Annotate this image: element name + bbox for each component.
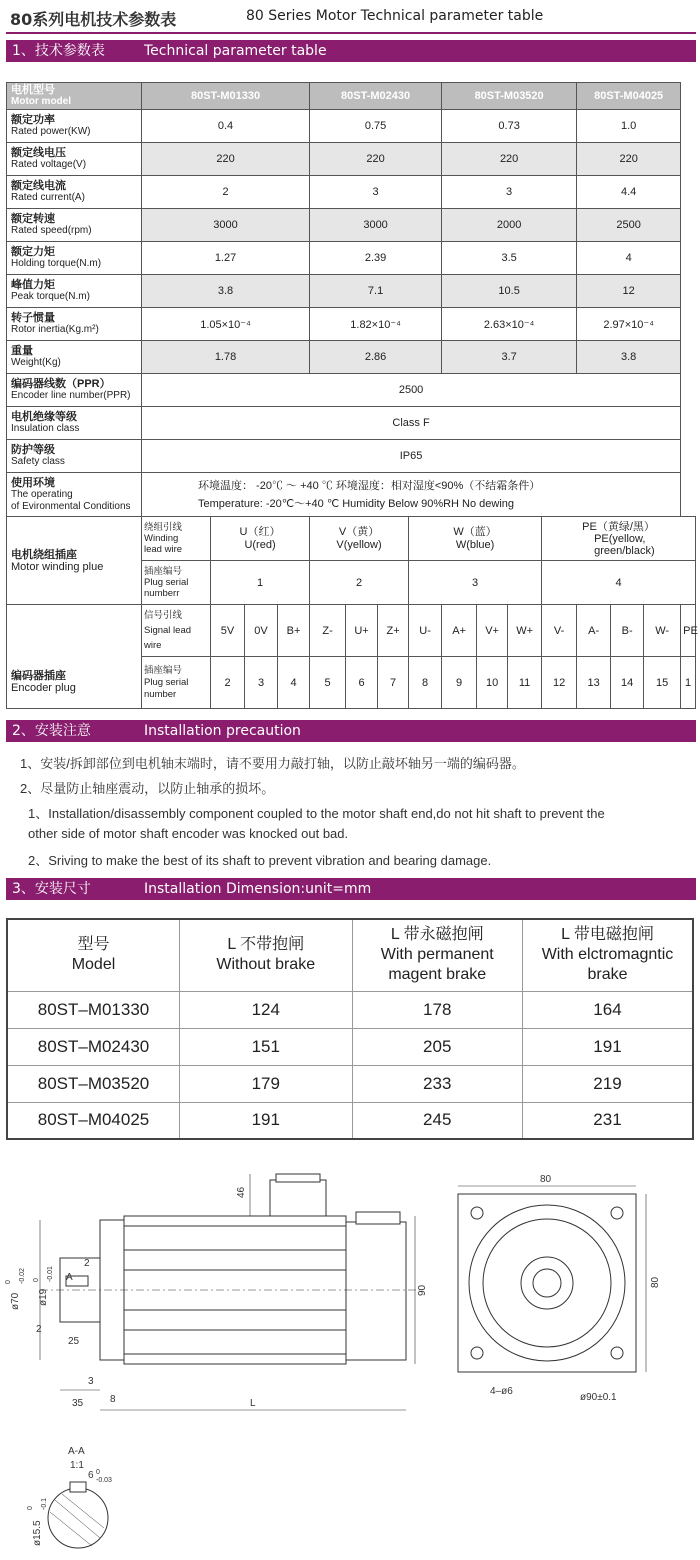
dim-header-en: With permanent [380,946,494,964]
section-bar-1 [6,40,696,62]
spec-value: 4 [577,242,681,275]
row-label [7,275,142,308]
winding-lead [310,517,409,561]
encoder-signal: B+ [278,605,310,657]
model-header: 80ST-M04025 [577,83,681,110]
sub-label-en: wire [144,640,162,651]
row-label-en: Rated speed(rpm) [11,225,92,236]
dim-25: 25 [68,1336,80,1347]
side-view [40,1174,420,1410]
dim-d19-tol-lower: -0.01 [47,1266,54,1282]
row-label [7,341,142,374]
sub-label-en: Plug serial [144,577,189,588]
spec-row [7,176,696,209]
encoder-pin: 10 [477,657,508,709]
winding-plug-number: 4 [542,561,696,605]
encoder-pin: 4 [278,657,310,709]
title-underline [6,32,696,34]
row-label [7,176,142,209]
dim-8: 8 [110,1394,116,1405]
row-label-en: Peak torque(N.m) [11,291,90,302]
dim-d70-tol-lower: -0.02 [19,1268,26,1284]
dim-header-en: brake [587,966,628,984]
spec-row [7,341,696,374]
encoder-pin: 7 [378,657,409,709]
section-2-number: 2、安装注意 [12,723,91,739]
winding-lead-row [7,517,696,561]
encoder-signal: A- [577,605,611,657]
dim-value: 191 [522,1028,693,1065]
spec-row [7,242,696,275]
dimension-table [6,918,694,1140]
spec-value: 0.4 [142,110,310,143]
dim-header-en: Without brake [216,956,316,974]
section-3-title: Installation Dimension:unit=mm [144,881,372,897]
dim-2a: 2 [84,1258,90,1269]
dimension-row [7,1028,693,1065]
row-label-cn: 防护等级 [11,444,55,456]
row-label-cn: 使用环境 [11,476,55,489]
dim-header [180,919,353,991]
sub-label-en: numberr [144,588,180,599]
winding-label [7,517,142,605]
dim-model: 80ST–M02430 [7,1028,180,1065]
sub-label-cn: 插座编号 [144,664,183,676]
encoder-pin: 1 [681,657,696,709]
sub-label-cn: 信号引线 [144,610,183,621]
spec-row [7,110,696,143]
encoder-pin: 12 [542,657,577,709]
dim-header-en: With elctromagntic [541,946,674,964]
row-label-en: Weight(Kg) [11,357,61,368]
winding-plug-number: 1 [211,561,310,605]
page-title-cn: 80系列电机技术参数表 [10,10,177,29]
spec-value: 7.1 [310,275,442,308]
dimension-header-row [7,919,693,991]
section-2-title: Installation precaution [144,723,301,739]
dimension-row [7,991,693,1028]
row-label-cn: 额定线电流 [11,180,66,192]
spec-row-insulation [7,407,696,440]
spec-value: 220 [142,143,310,176]
sub-label-en: Signal lead [144,625,192,636]
spec-value: 220 [577,143,681,176]
dim-model: 80ST–M03520 [7,1065,180,1102]
dim-header-en: Model [71,956,116,974]
encoder-signal: PE [681,605,696,657]
dim-L: L [250,1398,256,1409]
encoder-value: 2500 [142,374,681,407]
spec-value: 2.39 [310,242,442,275]
safety-value: IP65 [142,440,681,473]
winding-plug-number: 2 [310,561,409,605]
sub-label-en: Winding [144,533,179,544]
dim-3: 3 [88,1376,94,1387]
section-1-title: Technical parameter table [144,43,327,59]
spec-value: 1.0 [577,110,681,143]
pcd-label: ø90±0.1 [580,1392,617,1403]
row-label-cn: 转子惯量 [11,312,55,324]
winding-lead-label [142,517,211,561]
section-bar-2 [6,720,696,742]
installation-drawing [0,1160,700,1560]
dim-d70-tol-upper: 0 [5,1280,12,1284]
dim-d19: ø19 [38,1288,49,1306]
dim-value: 151 [180,1028,353,1065]
row-label-cn: 额定转速 [11,213,55,225]
dim-header-cn: 型号 [77,936,110,954]
sub-label-en: number [144,688,177,700]
row-label-en: Rated current(A) [11,192,85,203]
spec-value: 2.86 [310,341,442,374]
environment-line-en: Temperature: -20℃～+40 ℃ Humidity Below 90%RH No dewing [198,497,515,510]
dim-model: 80ST–M01330 [7,991,180,1028]
encoder-pin: 5 [310,657,346,709]
row-label [7,308,142,341]
winding-plug-label [142,561,211,605]
precaution-note: 2、Sriving to make the best of its shaft to prevent vibration and bearing damage. [28,853,492,868]
encoder-signal: V+ [477,605,508,657]
spec-header-row [7,83,696,110]
winding-lead [409,517,542,561]
spec-value: 1.82×10⁻⁴ [310,308,442,341]
dim-80-side: 80 [650,1276,661,1288]
key-width-tol-upper: 0 [96,1469,100,1476]
precaution-note: 1、安装/拆卸部位到电机轴末端时，请不要用力敲打轴，以防止敲坏轴另一端的编码器。 [20,756,525,771]
dim-d155-tol-lower: -0.1 [41,1497,48,1510]
spec-row [7,275,696,308]
spec-value: 12 [577,275,681,308]
row-label [7,143,142,176]
encoder-plug-label [7,605,142,709]
row-label [7,374,142,407]
spec-value: 2500 [577,209,681,242]
sub-label-cn: 插座编号 [144,566,183,577]
dimension-row [7,1102,693,1139]
row-label-en: Insulation class [11,423,80,434]
dim-header-cn: L 带永磁抱闸 [390,926,484,944]
model-label-cell [7,83,142,110]
dim-value: 231 [522,1102,693,1139]
row-label [7,242,142,275]
dim-80-top: 80 [540,1174,552,1185]
section-3-number: 3、安装尺寸 [12,881,91,897]
row-label-cn: 额定线电压 [11,147,66,159]
environment-line-cn: 环境温度： -20℃ ～ +40 ℃ 环境湿度：相对湿度<90%（不结霜条件） [198,479,541,492]
encoder-signal: V- [542,605,577,657]
section-title: A-A [68,1446,85,1457]
dim-d155-tol-upper: 0 [27,1506,34,1510]
dim-model: 80ST–M04025 [7,1102,180,1139]
dim-value: 124 [180,991,353,1028]
spec-row [7,308,696,341]
row-label-cn: 编码器线数（PPR） [11,378,111,390]
dim-header [352,919,522,991]
row-label-en: Rated power(KW) [11,126,91,137]
winding-lead [211,517,310,561]
model-header: 80ST-M02430 [310,83,442,110]
encoder-pin: 2 [211,657,245,709]
encoder-plug-label-en: Encoder plug [11,682,76,694]
encoder-pin: 6 [346,657,378,709]
encoder-pin: 3 [245,657,278,709]
winding-plug-number: 3 [409,561,542,605]
spec-row [7,209,696,242]
spec-table [6,82,696,709]
spec-value: 2.97×10⁻⁴ [577,308,681,341]
row-label [7,110,142,143]
row-label-cn: 额定力矩 [11,246,55,258]
spec-value: 3.8 [577,341,681,374]
spec-value: 0.73 [442,110,577,143]
spec-row-safety [7,440,696,473]
row-label [7,440,142,473]
spec-value: 10.5 [442,275,577,308]
spec-value: 3 [310,176,442,209]
environment-value [142,473,681,517]
spec-value: 3000 [142,209,310,242]
spec-value: 3 [442,176,577,209]
section-view [48,1482,108,1548]
spec-value: 3.8 [142,275,310,308]
spec-row-encoder [7,374,696,407]
row-label-cn: 峰值力矩 [11,279,55,291]
section-1-number: 1、技术参数表 [12,43,105,59]
row-label-en: Rotor inertia(Kg.m²) [11,324,99,335]
lead-en: W(blue) [455,538,495,551]
model-header: 80ST-M03520 [442,83,577,110]
dim-value: 245 [352,1102,522,1139]
model-label-cn: 电机型号 [11,84,55,96]
spec-value: 2 [142,176,310,209]
model-label-en: Motor model [11,96,71,107]
spec-value: 1.05×10⁻⁴ [142,308,310,341]
dim-value: 191 [180,1102,353,1139]
spec-value: 2000 [442,209,577,242]
row-label-en: The operating [11,488,73,500]
encoder-signal: 0V [245,605,278,657]
encoder-pin: 15 [644,657,681,709]
dim-value: 179 [180,1065,353,1102]
lead-cn: V（黄） [338,525,380,538]
encoder-signal: U+ [346,605,378,657]
encoder-pin: 9 [442,657,477,709]
spec-value: 3000 [310,209,442,242]
encoder-pin: 8 [409,657,442,709]
row-label-cn: 重量 [11,345,33,357]
encoder-pin: 14 [611,657,644,709]
row-label-en: of Evironmental Conditions [11,500,131,512]
encoder-signal: Z+ [378,605,409,657]
encoder-plug-number-label [142,657,211,709]
section-marker: A [66,1272,73,1283]
spec-value: 220 [442,143,577,176]
spec-value: 220 [310,143,442,176]
lead-en: V(yellow) [336,538,382,551]
row-label-cn: 电机绝缘等级 [11,411,77,423]
dim-header-en: magent brake [388,966,487,984]
page-header [6,2,696,32]
lead-cn: W（蓝） [453,525,497,538]
lead-en: U(red) [244,538,276,551]
dim-d70: ø70 [10,1292,21,1310]
row-label-en: Rated voltage(V) [11,159,87,170]
spec-row-environment [7,473,696,517]
dim-value: 164 [522,991,693,1028]
encoder-signal: W- [644,605,681,657]
dim-value: 233 [352,1065,522,1102]
row-label-en: Encoder line number(PPR) [11,390,131,401]
encoder-signal-row [7,605,696,657]
spec-value: 3.7 [442,341,577,374]
dim-header [7,919,180,991]
spec-row [7,143,696,176]
spec-value: 0.75 [310,110,442,143]
dim-value: 205 [352,1028,522,1065]
encoder-pin: 13 [577,657,611,709]
lead-cn: U（红） [239,525,281,538]
dim-90: 90 [417,1284,428,1296]
encoder-signal: Z- [310,605,346,657]
encoder-signal: W+ [508,605,542,657]
row-label [7,209,142,242]
key-width: 6 [88,1470,94,1481]
key-width-tol-lower: -0.03 [96,1477,112,1484]
precaution-note: 1、Installation/disassembly component coupled to the motor shaft end,do not hit shaft to prevent the [28,806,605,821]
holes-label: 4–ø6 [490,1386,513,1397]
spec-value: 4.4 [577,176,681,209]
encoder-signal: 5V [211,605,245,657]
sub-label-en: Plug serial [144,676,189,688]
dimension-row [7,1065,693,1102]
winding-label-en: Motor winding plue [11,560,104,573]
spec-value: 3.5 [442,242,577,275]
encoder-signal: B- [611,605,644,657]
dim-46: 46 [236,1186,247,1198]
dim-2b: 2 [36,1324,42,1335]
encoder-signal: U- [409,605,442,657]
spec-value: 2.63×10⁻⁴ [442,308,577,341]
row-label-en: Holding torque(N.m) [11,258,102,269]
encoder-pin: 11 [508,657,542,709]
row-label [7,407,142,440]
encoder-signal-label [142,605,211,657]
encoder-signal: A+ [442,605,477,657]
dim-header [522,919,693,991]
insulation-value: Class F [142,407,681,440]
sub-label-en: lead wire [144,544,183,555]
lead-cn: PE（黄绿/黑） [582,520,655,533]
encoder-plug-label-cn: 编码器插座 [11,670,66,682]
dim-value: 178 [352,991,522,1028]
page-title-en: 80 Series Motor Technical parameter table [246,8,544,24]
precaution-note: other side of motor shaft encoder was knocked out bad. [28,826,349,841]
dim-header-cn: L 不带抱闸 [227,936,305,954]
precaution-note: 2、尽量防止轴座震动，以防止轴承的损坏。 [20,781,275,796]
dim-35: 35 [72,1398,84,1409]
lead-en: PE(yellow, green/black) [594,532,655,557]
dim-header-cn: L 带电磁抱闸 [561,926,654,944]
row-label-cn: 额定功率 [11,114,55,126]
section-scale: 1:1 [70,1460,84,1471]
row-label-en: Safety class [11,456,65,467]
winding-lead [542,517,696,561]
front-view [458,1186,646,1372]
sub-label-cn: 绕组引线 [144,522,183,533]
model-header: 80ST-M01330 [142,83,310,110]
spec-value: 1.78 [142,341,310,374]
row-label [7,473,142,517]
spec-value: 1.27 [142,242,310,275]
dim-d155: ø15.5 [32,1520,43,1546]
dim-value: 219 [522,1065,693,1102]
dim-d19-tol-upper: 0 [33,1278,40,1282]
winding-label-cn: 电机绕组插座 [11,548,77,561]
section-bar-3 [6,878,696,900]
